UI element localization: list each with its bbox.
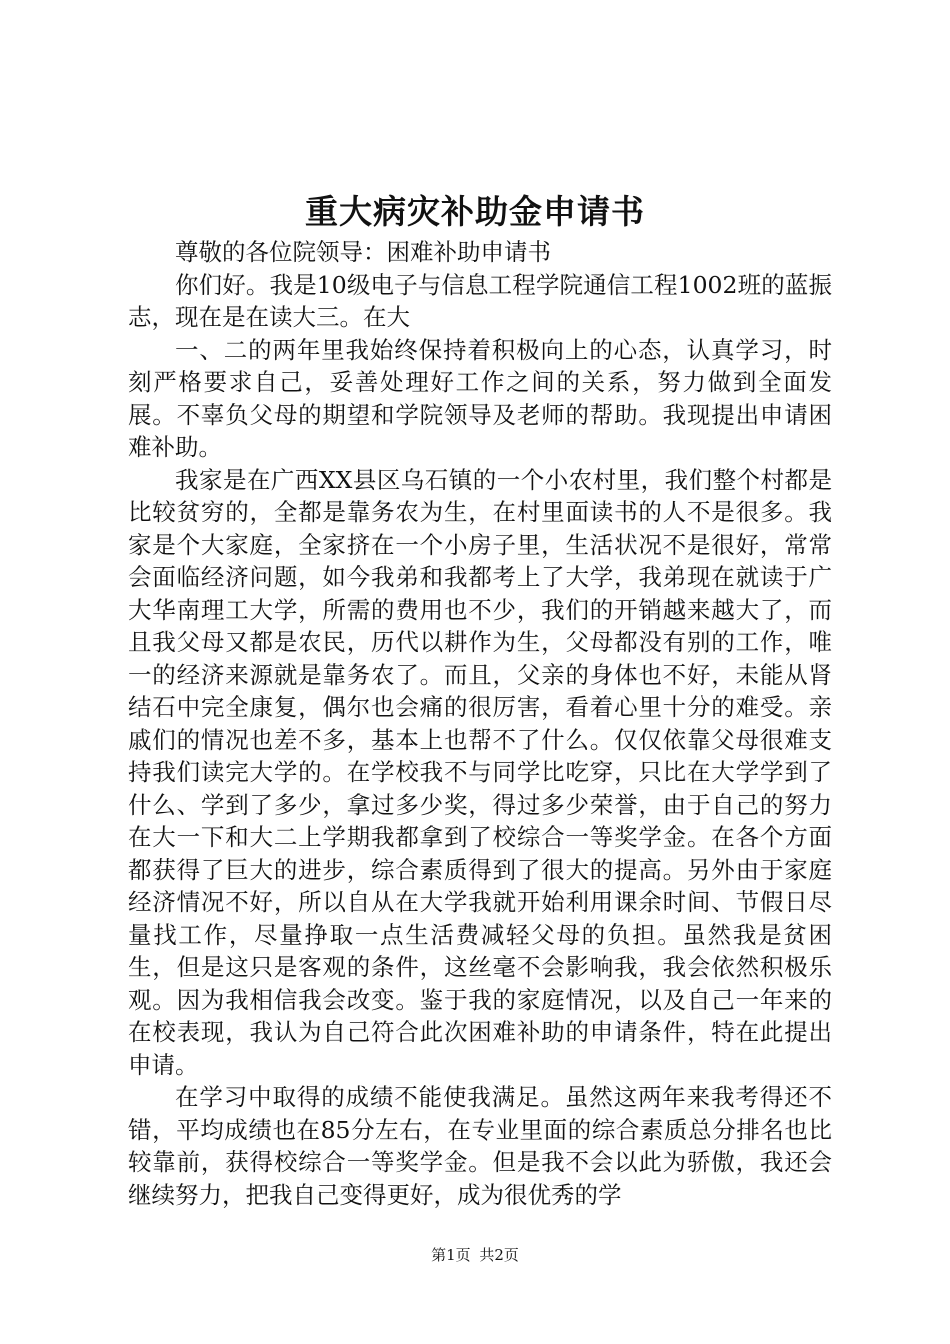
document-body	[128, 236, 832, 1211]
page-number: 第1页	[431, 1246, 471, 1264]
paragraph-attitude: 一、二的两年里我始终保持着积极向上的心态，认真学习，时刻严格要求自己，妥善处理好工作之间的关系，努力做到全面发展。不辜负父母的期望和学院领导及老师的帮助。我现提出申请困难补助。	[128, 335, 832, 461]
page-total: 共2页	[479, 1246, 519, 1264]
paragraph-family: 我家是在广西XX县区乌石镇的一个小农村里，我们整个村都是比较贫穷的，全都是靠务农为生，在村里面读书的人不是很多。我家是个大家庭，全家挤在一个小房子里，生活状况不是很好，常常会面临经济问题，如今我弟和我都考上了大学，我弟现在就读于广大华南理工大学，所需的费用也不少，我们的开销越来越大了，而且我父母又都是农民，历代以耕作为生，父母都没有别的工作，唯一的经济来源就是靠务农了。而且，父亲的身体也不好，未能从肾结石中完全康复，偶尔也会痛的很厉害，看着心里十分的难受。亲戚们的情况也差不多，基本上也帮不了什么。仅仅依靠父母很难支持我们读完大学的。在学校我不与同学比吃穿，只比在大学学到了什么、学到了多少，拿过多少奖，得过多少荣誉，由于自己的努力在大一下和大二上学期我都拿到了校综合一等奖学金。在各个方面都获得了巨大的进步，综合素质得到了很大的提高。另外由于家庭经济情况不好，所以自从在大学我就开始利用课余时间、节假日尽量找工作，尽量挣取一点生活费减轻父母的负担。虽然我是贫困生，但是这只是客观的条件，这丝毫不会影响我，我会依然积极乐观。因为我相信我会改变。鉴于我的家庭情况，以及自己一年来的在校表现，我认为自己符合此次困难补助的申请条件，特在此提出申请。	[128, 465, 832, 1079]
paragraph-intro: 你们好。我是10级电子与信息工程学院通信工程1002班的蓝振志，现在是在读大三。在大	[128, 270, 832, 331]
paragraph-study: 在学习中取得的成绩不能使我满足。虽然这两年来我考得还不错，平均成绩也在85分左右，在专业里面的综合素质总分排名也比较靠前，获得校综合一等奖学金。但是我不会以此为骄傲，我还会继续努力，把我自己变得更好，成为很优秀的学	[128, 1083, 832, 1209]
document-title: 重大病灾补助金申请书	[305, 192, 645, 231]
paragraph-salutation: 尊敬的各位院领导：困难补助申请书	[175, 238, 551, 266]
page-footer	[0, 1244, 950, 1265]
